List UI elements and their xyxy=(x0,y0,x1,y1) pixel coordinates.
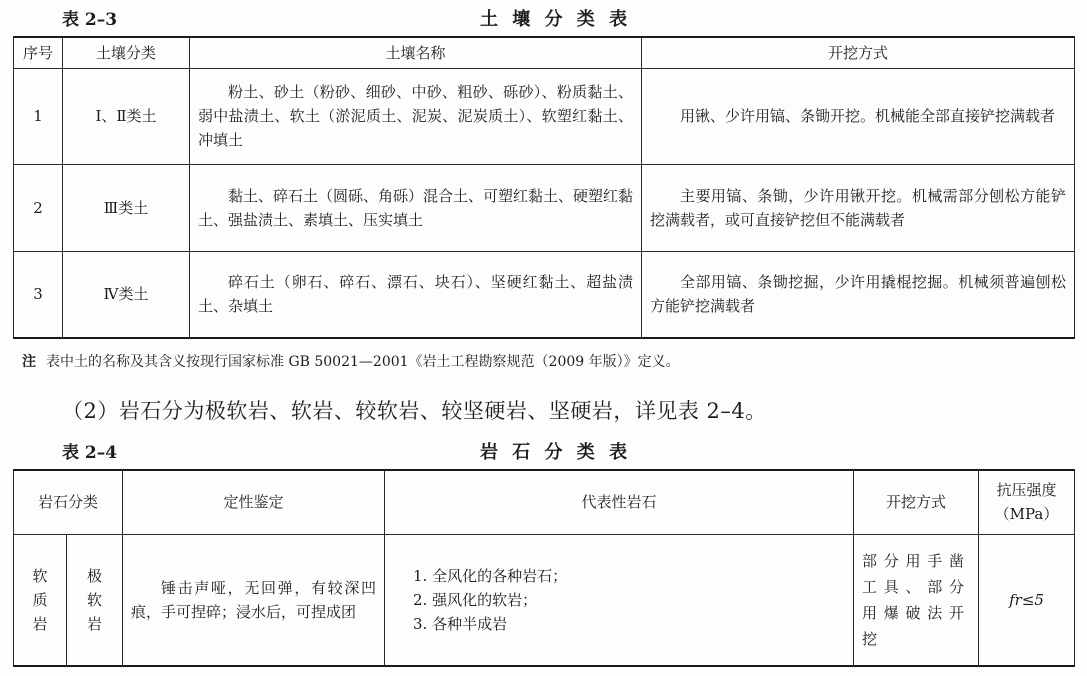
table-row xyxy=(14,251,1075,338)
table-header-row xyxy=(14,37,1075,68)
header-excavation: 开挖方式 xyxy=(642,37,1075,68)
table-title: 岩 石 分 类 表 xyxy=(480,442,632,463)
soil-name: 黏土、碎石土（圆砾、角砾）混合土、可塑红黏土、硬塑红黏土、强盐渍土、素填土、压实填土 xyxy=(190,164,642,251)
row-number: 1 xyxy=(14,68,63,164)
table-row xyxy=(14,164,1075,251)
excavation-method: 全部用镐、条锄挖掘，少许用撬棍挖掘。机械须普遍刨松方能铲挖满载者 xyxy=(642,251,1075,338)
header-representative: 代表性岩石 xyxy=(385,470,854,534)
table-header-row xyxy=(14,470,1075,534)
table-label: 表 2–4 xyxy=(62,443,118,463)
soil-name: 粉土、砂土（粉砂、细砂、中砂、粗砂、砾砂）、粉质黏土、弱中盐渍土、软土（淤泥质土、泥炭、泥炭质土）、软塑红黏土、冲填土 xyxy=(190,68,642,164)
header-strength-line2: （MPa） xyxy=(994,505,1059,524)
rock-group-char: 质 xyxy=(32,590,48,609)
excavation-method: 用锹、少许用镐、条锄开挖。机械能全部直接铲挖满载者 xyxy=(642,68,1075,164)
qualitative-identification: 锤击声哑，无回弹，有较深凹痕，手可捏碎；浸水后，可捏成团 xyxy=(123,534,385,666)
soil-class: Ⅲ类土 xyxy=(63,164,190,251)
rock-classification-table xyxy=(13,469,1075,667)
note-text: 表中土的名称及其含义按现行国家标准 GB 50021—2001《岩土工程勘察规范（2009 年版）》定义。 xyxy=(46,354,680,370)
rock-subclass-char: 软 xyxy=(87,590,103,609)
table-title: 土 壤 分 类 表 xyxy=(480,9,632,30)
excavation-method: 部分用手凿工具、部分用爆破法开挖 xyxy=(854,534,979,666)
representative-rocks xyxy=(385,534,854,666)
list-item: 2. 强风化的软岩； xyxy=(413,590,538,609)
header-no: 序号 xyxy=(14,37,63,68)
header-strength xyxy=(979,470,1075,534)
header-strength-line1: 抗压强度 xyxy=(996,481,1057,500)
compressive-strength: fr≤5 xyxy=(979,534,1075,666)
rock-group-char: 软 xyxy=(32,566,48,585)
soil-name: 碎石土（卵石、碎石、漂石、块石）、坚硬红黏土、超盐渍土、杂填土 xyxy=(190,251,642,338)
body-paragraph: （2）岩石分为极软岩、软岩、较软岩、较坚硬岩、坚硬岩，详见表 2–4。 xyxy=(62,399,767,423)
rock-subclass-char: 岩 xyxy=(87,614,103,633)
list-item: 3. 各种半成岩 xyxy=(413,614,508,633)
row-number: 3 xyxy=(14,251,63,338)
rock-subclass-char: 极 xyxy=(87,566,103,585)
soil-class: Ⅰ、Ⅱ类土 xyxy=(63,68,190,164)
header-soil-class: 土壤分类 xyxy=(63,37,190,68)
list-item: 1. 全风化的各种岩石； xyxy=(413,566,568,585)
rock-subclass xyxy=(67,534,123,666)
soil-classification-table xyxy=(13,36,1075,339)
rock-group xyxy=(14,534,67,666)
excavation-method: 主要用镐、条锄，少许用锹开挖。机械需部分刨松方能铲挖满载者，或可直接铲挖但不能满载者 xyxy=(642,164,1075,251)
table-row xyxy=(14,68,1075,164)
rock-group-char: 岩 xyxy=(32,614,48,633)
row-number: 2 xyxy=(14,164,63,251)
table-note xyxy=(22,351,680,371)
header-rock-class: 岩石分类 xyxy=(14,470,123,534)
header-excavation: 开挖方式 xyxy=(854,470,979,534)
table-row xyxy=(14,534,1075,666)
header-qualitative: 定性鉴定 xyxy=(123,470,385,534)
table-label: 表 2–3 xyxy=(62,10,118,30)
note-label: 注 xyxy=(22,354,36,370)
header-soil-name: 土壤名称 xyxy=(190,37,642,68)
soil-class: Ⅳ类土 xyxy=(63,251,190,338)
